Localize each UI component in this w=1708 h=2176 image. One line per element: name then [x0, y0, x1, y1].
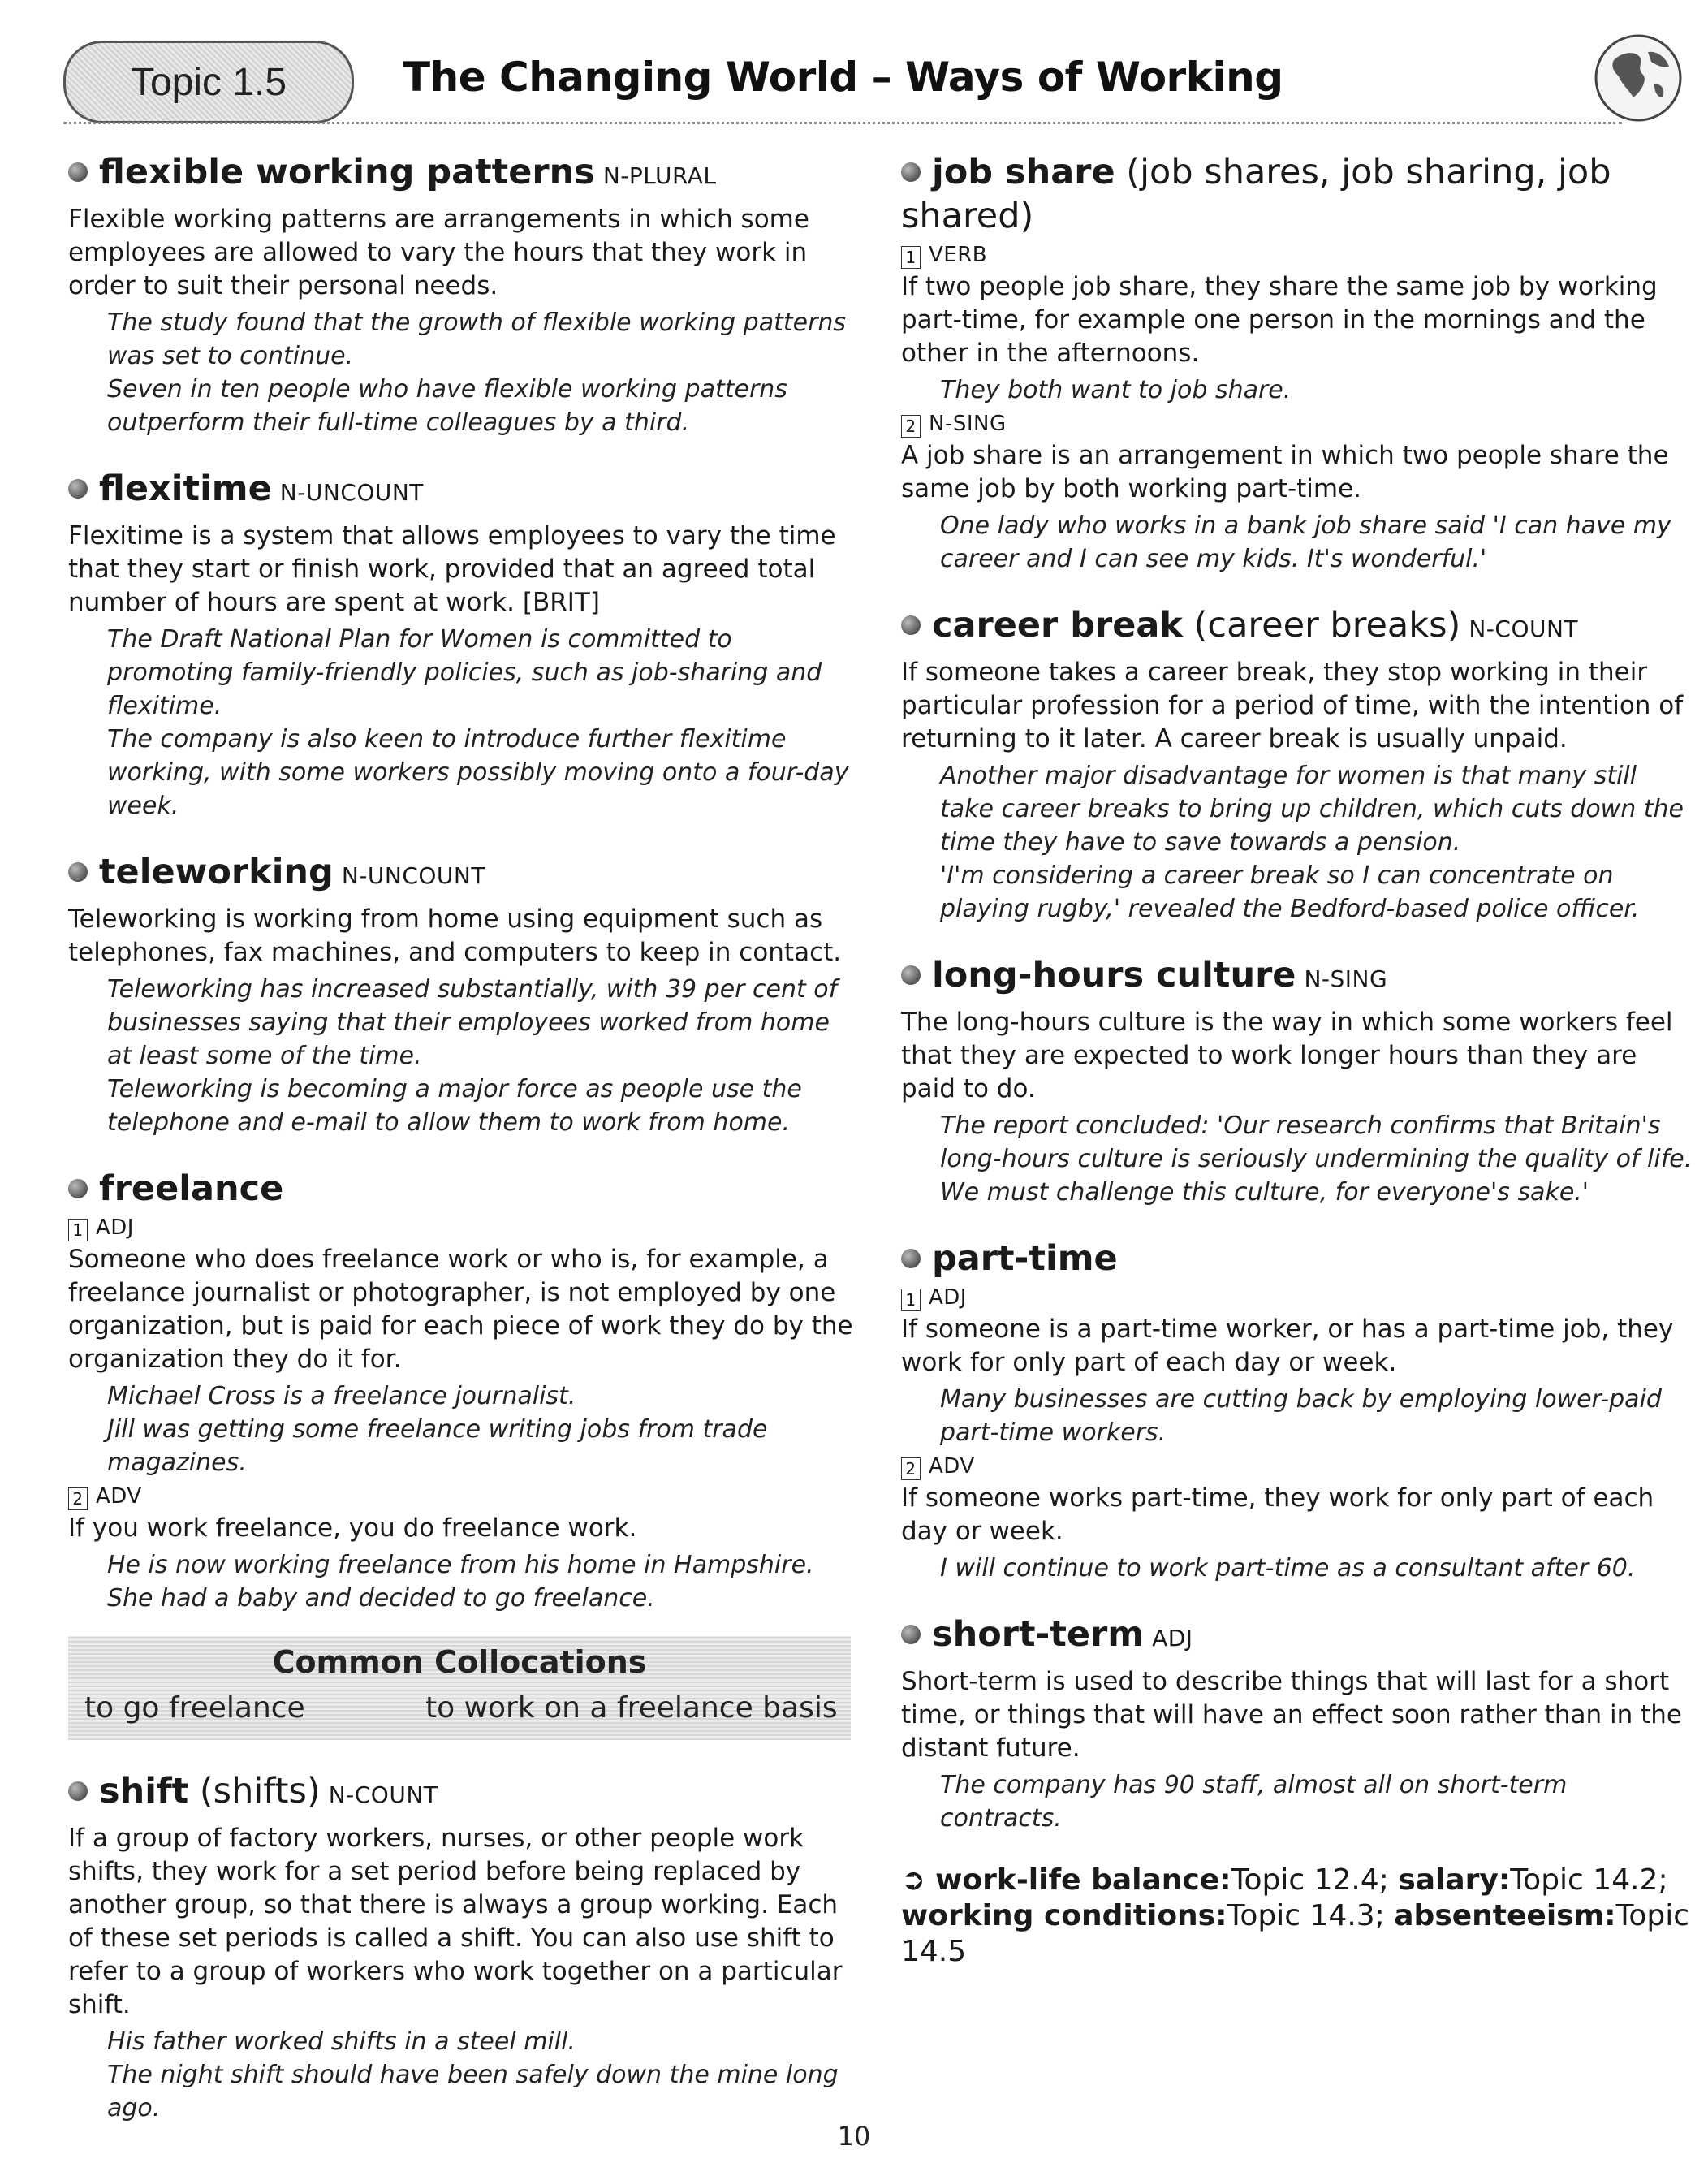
headword-text: short-term [932, 1614, 1145, 1655]
definition: Someone who does freelance work or who is, for example, a freelance journalist or photographer, is not employed by one organization, but is paid for each piece of work they do by the organization they do it for. [68, 1245, 853, 1374]
part-of-speech: N-SING [929, 412, 1007, 436]
sense-label [68, 1484, 856, 1510]
definition: The long-hours culture is the way in which some workers feel that they are expected to work longer hours than they are paid to do. [901, 1008, 1673, 1103]
bullet-icon [901, 162, 921, 182]
example: He is now working freelance from his home in Hampshire. [107, 1551, 814, 1579]
headword [68, 150, 856, 198]
xref-topic-link[interactable]: Topic 12.4; [1231, 1863, 1389, 1897]
sense-number: 2 [901, 415, 921, 438]
xref-term: work-life balance [935, 1863, 1220, 1897]
entry-job-share [901, 150, 1695, 576]
sense-number: 1 [901, 1289, 921, 1311]
collocation-item: to go freelance [84, 1691, 305, 1725]
sense-label [901, 1285, 1695, 1311]
definition: If someone takes a career break, they stop working in their particular profession for a period of time, with the intention of returning to it later. A career break is usually unpaid. [901, 658, 1684, 753]
entry-career-break [901, 603, 1695, 926]
headword [68, 1167, 856, 1211]
bullet-icon [901, 1625, 921, 1644]
xref-term: salary [1398, 1863, 1499, 1897]
example: Michael Cross is a freelance journalist. [107, 1382, 576, 1410]
bullet-icon [901, 1249, 921, 1268]
headword [68, 1769, 856, 1817]
sense-number: 1 [68, 1219, 88, 1241]
xref-term: absenteeism [1394, 1899, 1605, 1932]
entry-shift [68, 1769, 856, 2125]
part-of-speech: N-COUNT [1469, 615, 1579, 642]
example: They both want to job share. [940, 376, 1292, 404]
arrow-icon: ➲ [901, 1863, 926, 1897]
topic-label: Topic 1.5 [130, 60, 287, 104]
xref-term: working conditions [901, 1899, 1216, 1932]
right-column [901, 150, 1695, 1970]
entry-part-time [901, 1237, 1695, 1585]
part-of-speech: N-UNCOUNT [279, 479, 424, 506]
headword-text: flexitime [99, 468, 272, 509]
headword-text: flexible working patterns [99, 152, 595, 192]
bullet-icon [68, 162, 88, 182]
bullet-icon [68, 1179, 88, 1198]
bullet-icon [901, 965, 921, 985]
globe-icon [1589, 28, 1687, 125]
bullet-icon [901, 615, 921, 635]
left-column [68, 150, 856, 2152]
entry-flexitime [68, 467, 856, 822]
example: The study found that the growth of flexible working patterns was set to continue. [107, 309, 847, 370]
header-divider [63, 122, 1622, 124]
example: I will continue to work part-time as a consultant after 60. [940, 1554, 1636, 1582]
example: Another major disadvantage for women is that many still take career breaks to bring up children, which cuts down the time they have to save towards a pension. [940, 762, 1684, 857]
bullet-icon [68, 479, 88, 499]
sense-number: 2 [68, 1487, 88, 1510]
sense-label [901, 1454, 1695, 1480]
sense-label [901, 243, 1695, 269]
example: Seven in ten people who have flexible working patterns outperform their full-time colleagues by a third. [107, 375, 787, 437]
headword [901, 1237, 1695, 1280]
definition: Flexitime is a system that allows employees to vary the time that they start or finish work, provided that an agreed total number of hours are spent at work. [BRIT] [68, 521, 836, 617]
sense-label [901, 412, 1695, 438]
bullet-icon [68, 862, 88, 882]
entry-freelance [68, 1167, 856, 1615]
part-of-speech: N-SING [1304, 965, 1388, 992]
headword [68, 850, 856, 898]
part-of-speech: VERB [929, 243, 988, 267]
sense-number: 1 [901, 246, 921, 269]
part-of-speech: N-COUNT [328, 1781, 438, 1808]
example: Many businesses are cutting back by employing lower-paid part-time workers. [940, 1385, 1662, 1447]
headword [68, 467, 856, 515]
part-of-speech: N-PLURAL [602, 162, 717, 189]
example: Teleworking is becoming a major force as people use the telephone and e-mail to allow them to work from home. [107, 1075, 802, 1137]
example: The night shift should have been safely down the mine long ago. [107, 2061, 839, 2122]
definition: Flexible working patterns are arrangements in which some employees are allowed to vary the hours that they work in order to suit their personal needs. [68, 205, 809, 300]
example: The Draft National Plan for Women is committed to promoting family-friendly policies, such as job-sharing and flexitime. [107, 625, 822, 720]
inflected-forms: (shifts) [199, 1771, 321, 1811]
definition: A job share is an arrangement in which two people share the same job by both working part-time. [901, 441, 1669, 503]
entry-short-term [901, 1613, 1695, 1835]
headword [901, 953, 1695, 1001]
xref-topic-link[interactable]: Topic 14.5 [901, 1899, 1690, 1968]
definition: If a group of factory workers, nurses, or other people work shifts, they work for a set period before being replaced by another group, so that there is always a group working. Each of these set periods is called a shift. You can also use shift to refer to a group of workers who work together on a particular shift. [68, 1824, 843, 2019]
inflected-forms: (career breaks) [1193, 605, 1461, 645]
example: One lady who works in a bank job share said 'I can have my career and I can see my kids. It's wonderful.' [940, 512, 1671, 573]
xref-topic-link[interactable]: Topic 14.2; [1510, 1863, 1668, 1897]
headword-text: freelance [99, 1168, 284, 1209]
headword-text: long-hours culture [932, 955, 1296, 995]
headword-text: shift [99, 1771, 189, 1811]
page-header [0, 0, 1708, 138]
headword [901, 603, 1695, 651]
cross-references: ➲ work-life balance:Topic 12.4; salary:Topic 14.2; working conditions:Topic 14.3; absenteeism:Topic 14.5 [901, 1863, 1690, 1968]
definition: If someone is a part-time worker, or has a part-time job, they work for only part of each day or week. [901, 1315, 1674, 1377]
headword [901, 1613, 1695, 1660]
entry-flexible-working-patterns [68, 150, 856, 439]
definition: Teleworking is working from home using equipment such as telephones, fax machines, and computers to keep in contact. [68, 905, 842, 967]
collocation-item: to work on a freelance basis [425, 1691, 838, 1725]
example: The company is also keen to introduce further flexitime working, with some workers possibly moving onto a four-day week. [107, 725, 849, 820]
example: His father worked shifts in a steel mill. [107, 2027, 576, 2056]
entry-long-hours-culture [901, 953, 1695, 1209]
collocations-box [68, 1636, 851, 1740]
page-number: 10 [837, 2121, 871, 2152]
part-of-speech: N-UNCOUNT [341, 862, 485, 889]
definition: Short-term is used to describe things that will last for a short time, or things that will have an effect soon rather than in the distant future. [901, 1667, 1682, 1763]
example: She had a baby and decided to go freelance. [107, 1584, 655, 1613]
example: Teleworking has increased substantially, with 39 per cent of businesses saying that their employees worked from home at least some of the time. [107, 975, 838, 1070]
example: The report concluded: 'Our research confirms that Britain's long-hours culture is seriously undermining the quality of life. We must challenge this culture, for everyone's sake.' [940, 1112, 1693, 1207]
part-of-speech: ADJ [1152, 1625, 1193, 1651]
part-of-speech: ADV [929, 1454, 975, 1479]
sense-number: 2 [901, 1457, 921, 1480]
collocations-title: Common Collocations [272, 1644, 647, 1680]
part-of-speech: ADJ [929, 1285, 967, 1310]
sense-label [68, 1215, 856, 1241]
definition: If you work freelance, you do freelance work. [68, 1513, 637, 1543]
headword [901, 150, 1695, 238]
example: 'I'm considering a career break so I can concentrate on playing rugby,' revealed the Bedford-based police officer. [940, 861, 1640, 923]
part-of-speech: ADJ [96, 1215, 134, 1240]
example: The company has 90 staff, almost all on short-term contracts. [940, 1771, 1568, 1833]
example: Jill was getting some freelance writing jobs from trade magazines. [107, 1415, 768, 1477]
page-title: The Changing World – Ways of Working [403, 54, 1283, 101]
headword-text: teleworking [99, 852, 334, 892]
definition: If two people job share, they share the same job by working part-time, for example one person in the mornings and the other in the afternoons. [901, 272, 1658, 368]
topic-badge [63, 41, 354, 123]
headword-text: job share [932, 152, 1115, 192]
definition: If someone works part-time, they work for only part of each day or week. [901, 1483, 1654, 1546]
inflected-forms: (job shares, job sharing, job shared) [901, 152, 1611, 236]
bullet-icon [68, 1781, 88, 1801]
xref-topic-link[interactable]: Topic 14.3; [1227, 1899, 1385, 1932]
headword-text: part-time [932, 1238, 1118, 1279]
part-of-speech: ADV [96, 1484, 142, 1509]
entry-teleworking [68, 850, 856, 1139]
headword-text: career break [932, 605, 1183, 645]
